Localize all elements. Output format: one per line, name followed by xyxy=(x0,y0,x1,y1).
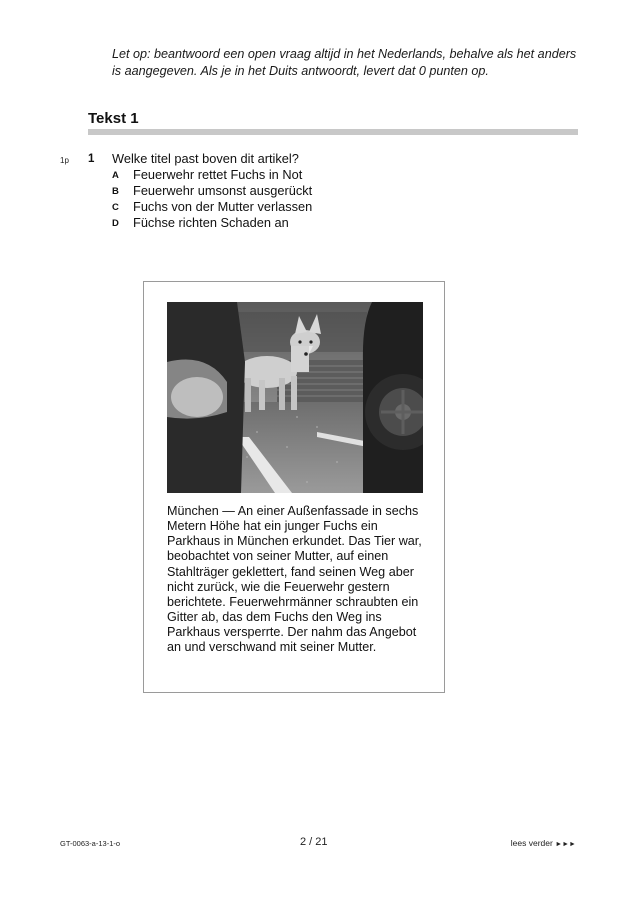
option-text: Feuerwehr rettet Fuchs in Not xyxy=(133,167,303,182)
footer-page-number: 2 / 21 xyxy=(300,836,328,848)
footer-continue xyxy=(511,838,576,848)
article-box xyxy=(143,281,445,693)
fox-photo xyxy=(167,302,423,493)
question-text: Welke titel past boven dit artikel? xyxy=(112,151,299,166)
fox-photo-illustration xyxy=(167,302,423,493)
exam-instruction: Let op: beantwoord een open vraag altijd in het Nederlands, behalve als het anders is aangegeven. Als je in het Duits antwoordt, levert dat 0 punten op. xyxy=(112,47,577,78)
option-letter: C xyxy=(112,202,119,213)
footer-exam-code: GT-0063-a-13-1-o xyxy=(60,839,121,848)
option-letter: A xyxy=(112,170,119,181)
option-letter: B xyxy=(112,186,119,197)
option-text: Feuerwehr umsonst ausgerückt xyxy=(133,183,313,198)
section-divider xyxy=(88,129,578,135)
option-b xyxy=(112,183,312,199)
question-number: 1 xyxy=(88,153,95,165)
section-title: Tekst 1 xyxy=(88,110,139,127)
option-text: Füchse richten Schaden an xyxy=(133,215,289,230)
article-text: München — An einer Außenfassade in sechs Metern Höhe hat ein junger Fuchs ein Parkhaus in München erkundet. Das Tier war, beobachtet von seiner Mutter, auf einen Stahlträger geklettert, fand seinen Weg aber nicht zurück, wie die Feuerwehr gestern berichtete. Feuerwehrmänner schraubten ein Gitter ab, das dem Fuchs den Weg ins Parkhaus versperrte. Der nahm das Angebot an und verschwand mit seiner Mutter. xyxy=(167,504,422,655)
footer-continue-label: lees verder xyxy=(510,838,553,848)
arrow-right-icon: ►►► xyxy=(555,841,576,848)
option-d xyxy=(112,215,289,231)
option-letter: D xyxy=(112,218,119,229)
option-text: Fuchs von der Mutter verlassen xyxy=(133,199,313,214)
option-a xyxy=(112,167,302,183)
option-c xyxy=(112,199,312,215)
question-points: 1p xyxy=(60,156,69,165)
